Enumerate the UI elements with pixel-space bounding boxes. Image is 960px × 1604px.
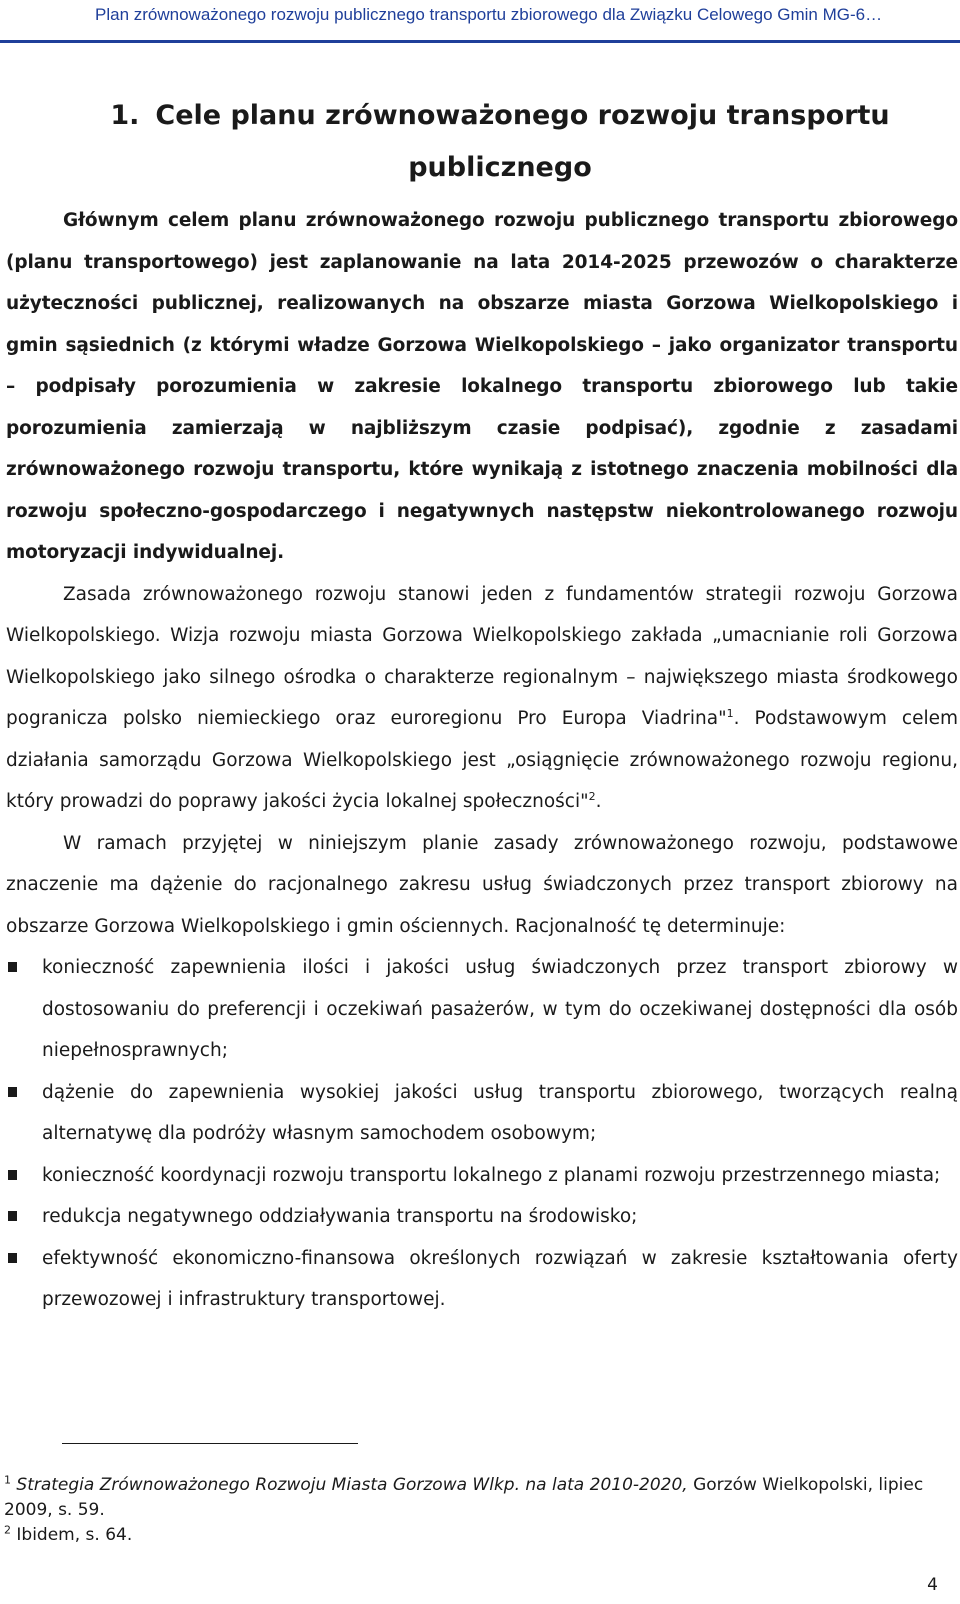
footnote-marker: 1 bbox=[4, 1473, 11, 1487]
strategy-paragraph bbox=[6, 574, 958, 823]
strategy-text-c: . bbox=[595, 791, 602, 812]
footnote-ref-1[interactable]: 1 bbox=[726, 706, 734, 720]
list-item bbox=[6, 947, 958, 1072]
strategy-text-b: . Podstawowym celem działania samorządu Gorzowa Wielkopolskiego jest „osiągnięcie zrównoważonego rozwoju regionu, który prowadzi do poprawy jakości życia lokalnej społeczności" bbox=[6, 708, 958, 812]
list-item-text: redukcja negatywnego oddziaływania transportu na środowisko; bbox=[42, 1206, 638, 1227]
footnote-2 bbox=[4, 1523, 954, 1548]
footnote-ref-2[interactable]: 2 bbox=[588, 789, 596, 803]
list-item-text: konieczność koordynacji rozwoju transportu lokalnego z planami rozwoju przestrzennego miasta; bbox=[42, 1164, 941, 1186]
strategy-text-a: Zasada zrównoważonego rozwoju stanowi jeden z fundamentów strategii rozwoju Gorzowa Wielkopolskiego. Wizja rozwoju miasta Gorzowa Wielkopolskiego zakłada „umacnianie roli Gorzowa Wielkopolskiego jako silnego ośrodka o charakterze regionalnym – największego miasta środkowego pogranicza polsko niemieckiego oraz euroregionu Pro Europa Viadrina" bbox=[6, 583, 958, 729]
main-goal-paragraph: Głównym celem planu zrównoważonego rozwoju publicznego transportu zbiorowego (planu transportowego) jest zaplanowanie na lata 2014-2025 przewozów o charakterze użyteczności publicznej, realizowanych na obszarze miasta Gorzowa Wielkopolskiego i gmin sąsiednich (z którymi władze Gorzowa Wielkopolskiego – jako organizator transportu – podpisały porozumienia w zakresie lokalnego transportu zbiorowego lub takie porozumienia zamierzają w najbliższym czasie podpisać), zgodnie z zasadami zrównoważonego rozwoju transportu, które wynikają z istotnego znaczenia mobilności dla rozwoju społeczno-gospodarczego i negatywnych następstw niekontrolowanego rozwoju motoryzacji indywidualnej. bbox=[6, 210, 958, 563]
page-number: 4 bbox=[927, 1575, 938, 1595]
footnote-text: Ibidem, s. 64. bbox=[11, 1525, 133, 1545]
list-item bbox=[6, 1072, 958, 1155]
footnotes bbox=[4, 1473, 954, 1548]
square-bullet-icon bbox=[8, 1087, 17, 1097]
list-item bbox=[6, 1238, 958, 1321]
square-bullet-icon bbox=[8, 1211, 17, 1221]
list-item bbox=[6, 1196, 958, 1238]
page-header bbox=[0, 0, 960, 43]
footnote-source-title: Strategia Zrównoważonego Rozwoju Miasta Gorzowa Wlkp. na lata 2010-2020, bbox=[16, 1475, 688, 1495]
square-bullet-icon bbox=[8, 1253, 17, 1263]
square-bullet-icon bbox=[8, 962, 17, 972]
footnote-text: Gorzów Wielkopolski, lipiec 2009, s. 59. bbox=[4, 1475, 924, 1520]
list-item-text: efektywność ekonomiczno-finansowa określonych rozwiązań w zakresie kształtowania oferty przewozowej i infrastruktury transportowej. bbox=[42, 1247, 958, 1310]
list-item-text: dążenie do zapewnienia wysokiej jakości usług transportu zbiorowego, tworzących realną alternatywę dla podróży własnym samochodem osobowym; bbox=[42, 1081, 958, 1144]
footnote-separator bbox=[62, 1443, 358, 1444]
document-body bbox=[6, 200, 958, 1321]
list-item-text: konieczność zapewnienia ilości i jakości usług świadczonych przez transport zbiorowy w dostosowaniu do preferencji i oczekiwań pasażerów, w tym do oczekiwanej dostępności dla osób niepełnosprawnych; bbox=[42, 957, 958, 1061]
section-number: 1. bbox=[110, 100, 140, 131]
footnote-1 bbox=[4, 1473, 954, 1523]
list-item bbox=[6, 1155, 958, 1197]
running-title: Plan zrównoważonego rozwoju publicznego transportu zbiorowego dla Związku Celowego Gmin MG-6… bbox=[95, 5, 883, 24]
rationality-paragraph: W ramach przyjętej w niniejszym planie zasady zrównoważonego rozwoju, podstawowe znaczenie ma dążenie do racjonalnego zakresu usług świadczonych przez transport zbiorowy na obszarze Gorzowa Wielkopolskiego i gmin ościennych. Racjonalność tę determinuje: bbox=[6, 832, 958, 937]
footnote-marker: 2 bbox=[4, 1523, 11, 1537]
determinants-list bbox=[6, 947, 958, 1321]
square-bullet-icon bbox=[8, 1170, 17, 1180]
section-title-text: Cele planu zrównoważonego rozwoju transportu publicznego bbox=[155, 100, 890, 183]
section-title bbox=[60, 90, 940, 194]
